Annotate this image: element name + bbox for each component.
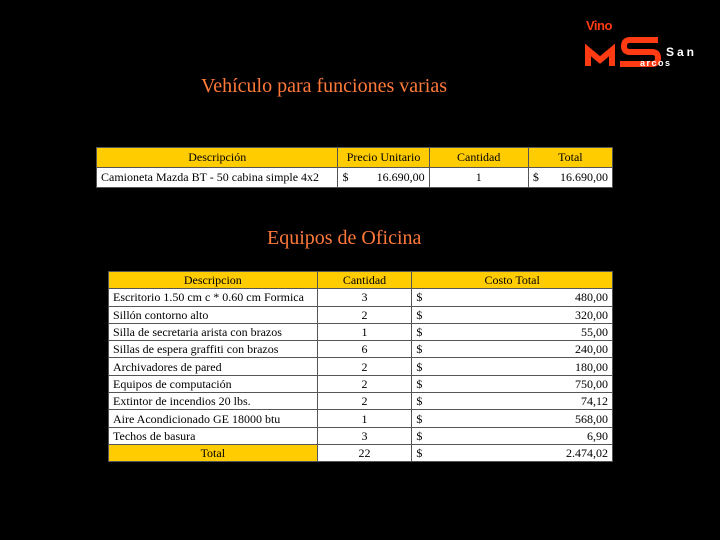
item-cost-cell xyxy=(412,393,613,410)
total-label: Total xyxy=(109,444,318,461)
table-row xyxy=(97,168,613,188)
header-total: Total xyxy=(528,148,612,168)
item-description: Silla de secretaria arista con brazos xyxy=(109,323,318,340)
vehicle-total: 16.690,00 xyxy=(560,170,608,184)
item-cost-cell xyxy=(412,289,613,306)
item-quantity: 1 xyxy=(317,410,412,427)
table-row xyxy=(109,323,613,340)
header-cantidad: Cantidad xyxy=(317,272,412,289)
vino-san-marcos-logo xyxy=(580,14,710,74)
item-cost-cell xyxy=(412,358,613,375)
vehicle-table xyxy=(96,147,613,188)
total-quantity: 22 xyxy=(317,444,412,461)
currency-symbol: $ xyxy=(416,428,423,443)
item-description: Equipos de computación xyxy=(109,375,318,392)
item-quantity: 6 xyxy=(317,341,412,358)
item-quantity: 2 xyxy=(317,375,412,392)
office-table-body xyxy=(109,289,613,445)
currency-symbol: $ xyxy=(416,394,423,409)
item-cost: 320,00 xyxy=(575,307,608,322)
currency-symbol: $ xyxy=(416,411,423,426)
item-cost: 74,12 xyxy=(581,394,608,409)
item-cost: 55,00 xyxy=(581,325,608,340)
item-cost-cell xyxy=(412,427,613,444)
item-description: Aire Acondicionado GE 18000 btu xyxy=(109,410,318,427)
table-row xyxy=(109,289,613,306)
currency-symbol: $ xyxy=(416,307,423,322)
table-row xyxy=(109,358,613,375)
item-cost-cell xyxy=(412,323,613,340)
logo-vino-text: Vino xyxy=(586,18,612,33)
total-cost: 2.474,02 xyxy=(566,446,608,461)
vehicle-total-cell xyxy=(528,168,612,188)
office-table-header-row xyxy=(109,272,613,289)
header-costo-total: Costo Total xyxy=(412,272,613,289)
vehicle-section-title: Vehículo para funciones varias xyxy=(201,75,448,97)
table-row xyxy=(109,375,613,392)
currency-symbol: $ xyxy=(416,342,423,357)
currency-symbol: $ xyxy=(416,376,423,391)
logo-san-text: San xyxy=(666,45,698,59)
item-cost: 6,90 xyxy=(587,428,608,443)
item-cost-cell xyxy=(412,410,613,427)
item-cost-cell xyxy=(412,341,613,358)
currency-symbol: $ xyxy=(416,325,423,340)
table-row xyxy=(109,341,613,358)
table-row xyxy=(109,410,613,427)
table-row xyxy=(109,427,613,444)
item-description: Sillas de espera graffiti con brazos xyxy=(109,341,318,358)
item-description: Techos de basura xyxy=(109,427,318,444)
table-row xyxy=(109,393,613,410)
vehicle-table-header-row xyxy=(97,148,613,168)
office-section-title: Equipos de Oficina xyxy=(267,227,422,249)
vehicle-unit-price: 16.690,00 xyxy=(376,170,425,184)
item-description: Extintor de incendios 20 lbs. xyxy=(109,393,318,410)
currency-symbol: $ xyxy=(416,446,423,461)
table-row xyxy=(109,306,613,323)
header-cantidad: Cantidad xyxy=(429,148,528,168)
vehicle-quantity: 1 xyxy=(429,168,528,188)
currency-symbol: $ xyxy=(532,170,539,184)
item-cost: 180,00 xyxy=(575,359,608,374)
item-description: Sillón contorno alto xyxy=(109,306,318,323)
item-quantity: 1 xyxy=(317,323,412,340)
item-quantity: 2 xyxy=(317,393,412,410)
item-cost: 240,00 xyxy=(575,342,608,357)
item-cost: 568,00 xyxy=(575,411,608,426)
item-description: Archivadores de pared xyxy=(109,358,318,375)
item-quantity: 3 xyxy=(317,289,412,306)
item-cost-cell xyxy=(412,375,613,392)
currency-symbol: $ xyxy=(416,290,423,305)
header-descripcion: Descripción xyxy=(97,148,338,168)
item-description: Escritorio 1.50 cm c * 0.60 cm Formica xyxy=(109,289,318,306)
item-quantity: 2 xyxy=(317,358,412,375)
item-quantity: 3 xyxy=(317,427,412,444)
vehicle-unit-price-cell xyxy=(338,168,429,188)
header-precio-unitario: Precio Unitario xyxy=(338,148,429,168)
currency-symbol: $ xyxy=(416,359,423,374)
total-cost-cell xyxy=(412,444,613,461)
item-cost: 480,00 xyxy=(575,290,608,305)
logo-marcos-text: arcos xyxy=(640,58,672,68)
currency-symbol: $ xyxy=(342,170,349,184)
office-equipment-table xyxy=(108,271,613,462)
office-total-row xyxy=(109,444,613,461)
item-cost: 750,00 xyxy=(575,376,608,391)
header-descripcion: Descripcion xyxy=(109,272,318,289)
item-cost-cell xyxy=(412,306,613,323)
item-quantity: 2 xyxy=(317,306,412,323)
vehicle-description: Camioneta Mazda BT - 50 cabina simple 4x2 xyxy=(97,168,338,188)
